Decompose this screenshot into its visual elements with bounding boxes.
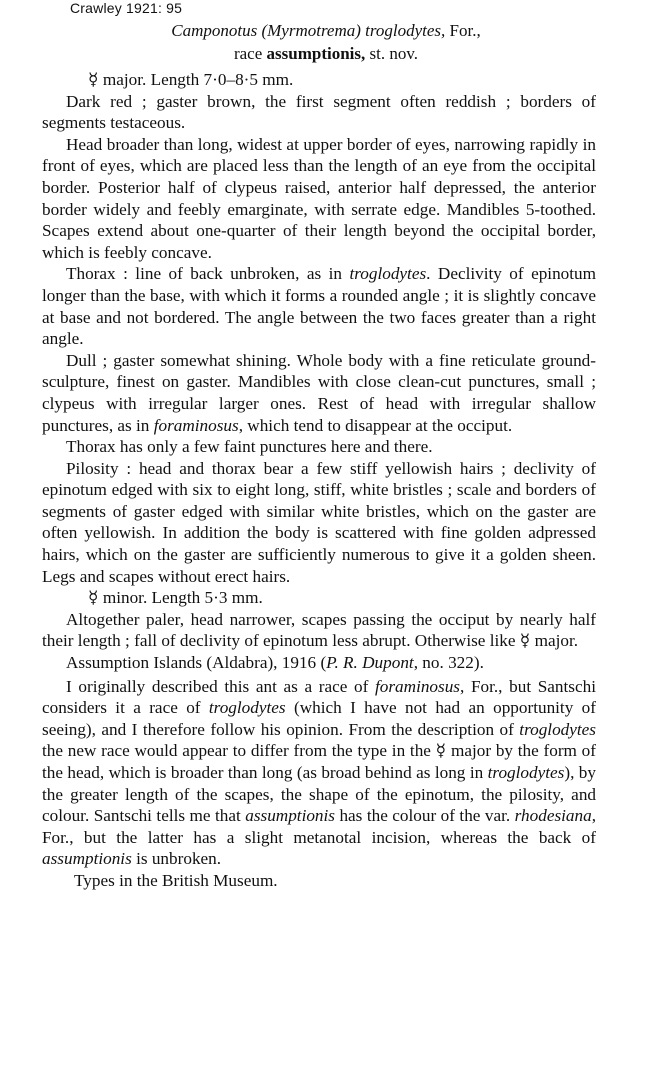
pilosity-paragraph: Pilosity : head and thorax bear a few stiff yellowish hairs ; declivity of epinotum edged with six to eight long, stiff, white bristles ; scale and borders of segments of gaster edged with similar white bristles, which on the gaster are often yellowish. In addition the body is scattered with fine golden adpressed hairs, which on the gaster are sufficiently numerous to give it a golden sheen. Legs and scapes without erect hairs. — [42, 458, 596, 586]
sculpture-paragraph: Dull ; gaster somewhat shining. Whole body with a fine reticulate ground-sculpture, finest on gaster. Mandibles with close clean-cut punctures, small ; clypeus with irregular larger ones. Rest of head with irregular shallow punctures, as in foraminosus, which tend to disappear at the occiput. — [42, 350, 596, 435]
caste-heading-minor: ☿ minor. Length 5·3 mm. — [88, 588, 263, 608]
remarks-paragraph: I originally described this ant as a race of foraminosus, For., but Santschi considers it a race of troglodytes (which I have not had an opportunity of seeing), and I therefore follow his opinion. From the description of troglodytes the new race would appear to differ from the type in the ☿ major by the form of the head, which is broader than long (as broad behind as long in troglodytes), by the greater length of the scapes, the shape of the epinotum, the pilosity, and colour. Santschi tells me that assumptionis has the colour of the var. rhodesiana, For., but the latter has a slight metanotal incision, whereas the back of assumptionis is unbroken. — [42, 676, 596, 869]
caste-heading-major: ☿ major. Length 7·0–8·5 mm. — [88, 70, 294, 89]
race-title — [0, 44, 652, 64]
locality-paragraph: Assumption Islands (Aldabra), 1916 (P. R. Dupont, no. 322). — [66, 653, 484, 673]
description-body — [42, 69, 596, 892]
species-author: For., — [449, 21, 481, 40]
subgenus-name: (Myrmotrema) — [261, 21, 361, 40]
race-name: assumptionis, — [266, 44, 366, 63]
minor-description-paragraph: Altogether paler, head narrower, scapes passing the occiput by nearly half their length ; fall of declivity of epinotum less abrupt. Otherwise like ☿ major. — [42, 609, 596, 651]
citation: Crawley 1921: 95 — [70, 0, 183, 16]
thorax-punctures-paragraph: Thorax has only a few faint punctures here and there. — [66, 437, 433, 457]
race-prefix: race — [233, 44, 263, 63]
head-paragraph: Head broader than long, widest at upper border of eyes, narrowing rapidly in front of eyes, which are placed less than the length of an eye from the occipital border. Posterior half of clypeus raised, anterior half depressed, the anterior border widely and feebly emarginate, with serrate edge. Mandibles 5-toothed. Scapes extend about one-quarter of their length beyond the occipital border, which is feebly concave. — [42, 134, 596, 262]
race-status: st. nov. — [369, 44, 419, 63]
colour-paragraph: Dark red ; gaster brown, the first segment often reddish ; borders of segments testaceous. — [42, 91, 596, 133]
genus-name: Camponotus — [171, 21, 258, 40]
species-name: troglodytes, — [365, 21, 446, 40]
thorax-paragraph: Thorax : line of back unbroken, as in troglodytes. Declivity of epinotum longer than the base, with which it forms a rounded angle ; it is slightly concave at base and not bordered. The angle between the two faces greater than a right angle. — [42, 264, 597, 349]
types-paragraph: Types in the British Museum. — [74, 870, 278, 890]
species-title — [0, 21, 652, 41]
